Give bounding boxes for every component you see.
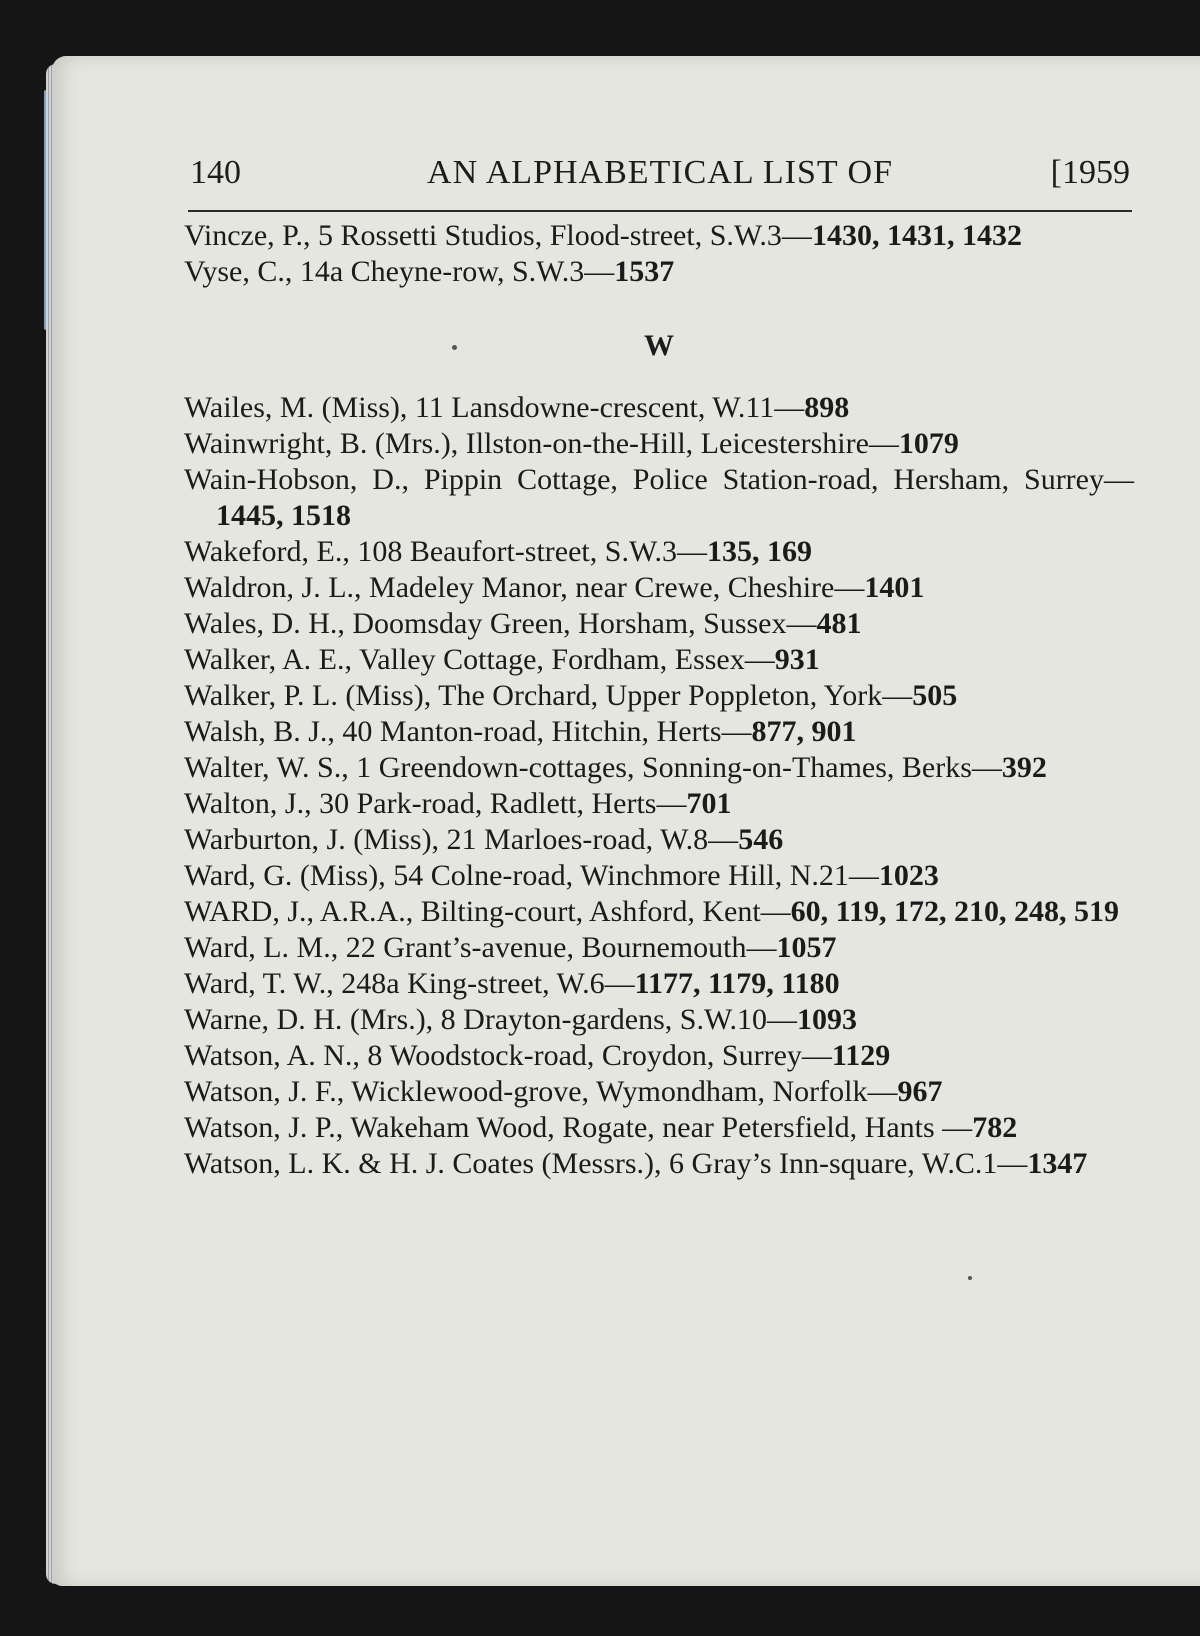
entry-references: 505 <box>912 679 958 712</box>
entry-references: 931 <box>774 643 820 676</box>
entry-references: 1057 <box>776 931 837 964</box>
list-item <box>184 1074 1134 1110</box>
directory-entries <box>184 218 1134 1182</box>
entry-references: 1079 <box>898 427 959 460</box>
list-item <box>184 1110 1134 1146</box>
entry-references: 1177, 1179, 1180 <box>634 967 840 1000</box>
entry-text: Wailes, M. (Miss), 11 Lansdowne-crescent, W.11— <box>184 391 805 424</box>
entry-references: 1445, 1518 <box>216 499 351 532</box>
page-number: 140 <box>190 154 241 191</box>
entry-text: Walker, A. E., Valley Cottage, Fordham, Essex— <box>184 643 775 676</box>
entry-text: Ward, L. M., 22 Grant’s-avenue, Bournemouth— <box>184 931 777 964</box>
list-item <box>184 714 1134 750</box>
entry-text: Ward, G. (Miss), 54 Colne-road, Winchmore Hill, N.21— <box>184 859 879 892</box>
list-item <box>184 570 1134 606</box>
running-title: AN ALPHABETICAL LIST OF <box>427 154 893 191</box>
entries-v <box>184 218 1134 290</box>
entry-text: Walsh, B. J., 40 Manton-road, Hitchin, Herts— <box>184 715 752 748</box>
entry-references: 546 <box>738 823 784 856</box>
entry-text: Watson, J. F., Wicklewood-grove, Wymondham, Norfolk— <box>184 1075 898 1108</box>
entry-text: Watson, L. K. & H. J. Coates (Messrs.), 6 Gray’s Inn-square, W.C.1— <box>184 1147 1028 1180</box>
entry-references: 1537 <box>614 255 675 288</box>
entry-references: 1023 <box>878 859 939 892</box>
entry-text: Vyse, C., 14a Cheyne-row, S.W.3— <box>184 255 615 288</box>
entry-text: Walter, W. S., 1 Greendown-cottages, Sonning-on-Thames, Berks— <box>184 751 1002 784</box>
speck-mark <box>452 345 457 350</box>
entry-references: 877, 901 <box>751 715 857 748</box>
header-year: [1959 <box>1050 154 1130 191</box>
entry-references: 392 <box>1001 751 1047 784</box>
entry-text: Ward, T. W., 248a King-street, W.6— <box>184 967 635 1000</box>
list-item <box>184 822 1134 858</box>
entry-text: Warburton, J. (Miss), 21 Marloes-road, W.8— <box>184 823 739 856</box>
entry-references: 60, 119, 172, 210, 248, 519 <box>790 895 1120 928</box>
list-item <box>184 426 1134 462</box>
entry-text: Walton, J., 30 Park-road, Radlett, Herts— <box>184 787 687 820</box>
entry-references: 701 <box>686 787 732 820</box>
entry-references: 135, 169 <box>707 535 813 568</box>
entry-text: Warne, D. H. (Mrs.), 8 Drayton-gardens, S.W.10— <box>184 1003 798 1036</box>
list-item <box>184 218 1134 254</box>
entry-references: 967 <box>897 1075 943 1108</box>
list-item <box>184 642 1134 678</box>
entry-text: Waldron, J. L., Madeley Manor, near Crewe, Cheshire— <box>184 571 865 604</box>
entry-text: Wakeford, E., 108 Beaufort-street, S.W.3— <box>184 535 708 568</box>
entry-references: 1093 <box>797 1003 858 1036</box>
list-item <box>184 1002 1134 1038</box>
entry-text: WARD, J., A.R.A., Bilting-court, Ashford, Kent— <box>184 895 791 928</box>
entry-text: Walker, P. L. (Miss), The Orchard, Upper Poppleton, York— <box>184 679 913 712</box>
list-item <box>184 966 1134 1002</box>
list-item <box>184 678 1134 714</box>
entry-text: Wainwright, B. (Mrs.), Illston-on-the-Hill, Leicestershire— <box>184 427 899 460</box>
list-item <box>184 858 1134 894</box>
speck-mark <box>968 1276 972 1280</box>
entry-references: 1129 <box>831 1039 891 1072</box>
running-header <box>190 148 1130 198</box>
entry-text: Vincze, P., 5 Rossetti Studios, Flood-street, S.W.3— <box>184 219 812 252</box>
entry-references: 1347 <box>1027 1147 1088 1180</box>
header-rule <box>188 210 1132 212</box>
list-item <box>184 1146 1134 1182</box>
entry-text: Wales, D. H., Doomsday Green, Horsham, Sussex— <box>184 607 817 640</box>
entry-references: 898 <box>804 391 850 424</box>
entry-text: Watson, J. P., Wakeham Wood, Rogate, near Petersfield, Hants — <box>184 1111 973 1144</box>
list-item <box>184 254 1134 290</box>
list-item <box>184 786 1134 822</box>
list-item <box>184 606 1134 642</box>
list-item <box>184 534 1134 570</box>
section-letter: W <box>644 329 674 362</box>
entries-w <box>184 390 1134 1182</box>
list-item <box>184 462 1134 534</box>
list-item <box>184 390 1134 426</box>
list-item <box>184 894 1134 930</box>
entry-text: Watson, A. N., 8 Woodstock-road, Croydon, Surrey— <box>184 1039 832 1072</box>
list-item <box>184 1038 1134 1074</box>
entry-references: 1401 <box>864 571 925 604</box>
list-item <box>184 750 1134 786</box>
entry-references: 782 <box>972 1111 1018 1144</box>
list-item <box>184 930 1134 966</box>
entry-references: 1430, 1431, 1432 <box>811 219 1022 252</box>
entry-references: 481 <box>816 607 862 640</box>
entry-text: Wain-Hobson, D., Pippin Cottage, Police Station-road, Hersham, Surrey— <box>184 463 1134 496</box>
